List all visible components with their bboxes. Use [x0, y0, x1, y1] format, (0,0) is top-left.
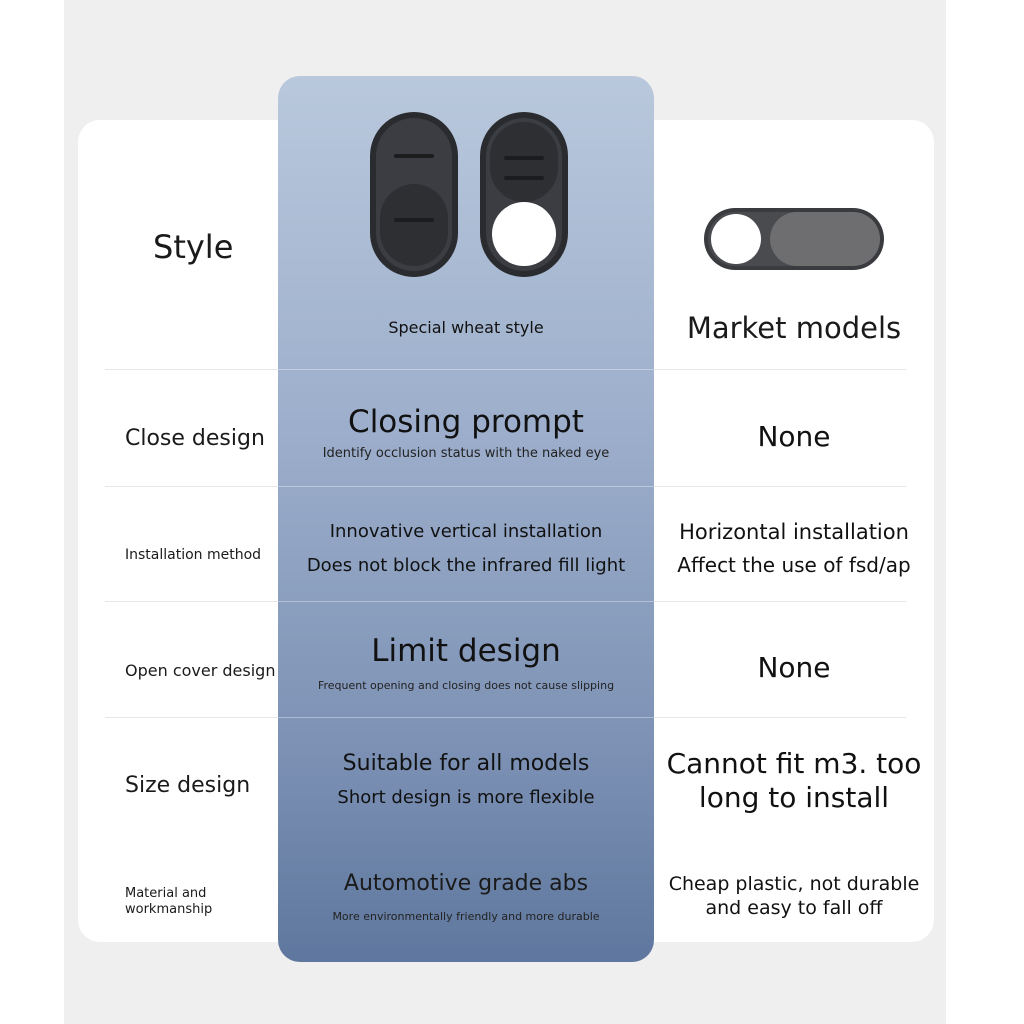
row-label-size-design: Size design — [125, 772, 251, 798]
row-divider — [654, 369, 906, 370]
right-style-caption: Market models — [686, 311, 902, 345]
middle-style-caption: Special wheat style — [388, 317, 544, 337]
middle-title: Automotive grade abs — [343, 871, 589, 896]
right-line: Horizontal installation — [679, 520, 909, 544]
row-divider — [654, 486, 906, 487]
right-line: Cheap plastic, not durable — [668, 873, 920, 895]
right-open-cover-design: None — [757, 650, 831, 684]
row-label-line: Material and — [125, 886, 207, 901]
row-label-close-design: Close design — [125, 425, 265, 451]
right-size-design — [654, 745, 934, 817]
row-label-style: Style — [153, 228, 234, 266]
middle-title: Closing prompt — [348, 403, 584, 440]
row-label-open-cover-design: Open cover design — [125, 660, 276, 680]
right-close-design: None — [757, 419, 831, 453]
horizontal-webcam-cover-icon — [702, 206, 886, 272]
middle-line: Innovative vertical installation — [329, 521, 603, 542]
row-label-installation-method: Installation method — [125, 547, 262, 563]
row-label-line: workmanship — [125, 902, 213, 917]
middle-open-cover-design — [278, 626, 654, 698]
middle-line: Does not block the infrared fill light — [306, 555, 626, 576]
right-line: Cannot fit m3. too — [666, 747, 922, 780]
row-divider — [654, 601, 906, 602]
vertical-webcam-cover-open-icon — [480, 112, 568, 277]
middle-subtitle: Identify occlusion status with the naked eye — [322, 445, 610, 461]
row-divider — [654, 717, 906, 718]
vertical-webcam-cover-icon — [360, 108, 580, 283]
row-divider — [105, 601, 278, 602]
right-line: long to install — [698, 781, 890, 814]
middle-size-design — [278, 745, 654, 817]
middle-close-design — [278, 396, 654, 468]
middle-line: Suitable for all models — [342, 751, 590, 776]
vertical-webcam-cover-closed-icon — [370, 112, 458, 277]
row-divider — [278, 717, 654, 718]
middle-subtitle: More environmentally friendly and more durable — [332, 910, 600, 923]
middle-material-workmanship — [278, 862, 654, 932]
right-line: Affect the use of fsd/ap — [677, 553, 911, 577]
row-divider — [278, 486, 654, 487]
right-line: and easy to fall off — [705, 897, 883, 919]
row-divider — [105, 717, 278, 718]
row-divider — [278, 369, 654, 370]
middle-subtitle: Frequent opening and closing does not cause slipping — [317, 678, 615, 692]
row-label-material-workmanship — [125, 884, 280, 920]
row-divider — [105, 369, 278, 370]
middle-line: Short design is more flexible — [337, 787, 595, 808]
middle-installation-method — [278, 513, 654, 585]
middle-title: Limit design — [371, 632, 561, 669]
row-divider — [278, 601, 654, 602]
row-divider — [105, 486, 278, 487]
right-material-workmanship — [654, 870, 934, 922]
right-installation-method — [654, 514, 934, 584]
